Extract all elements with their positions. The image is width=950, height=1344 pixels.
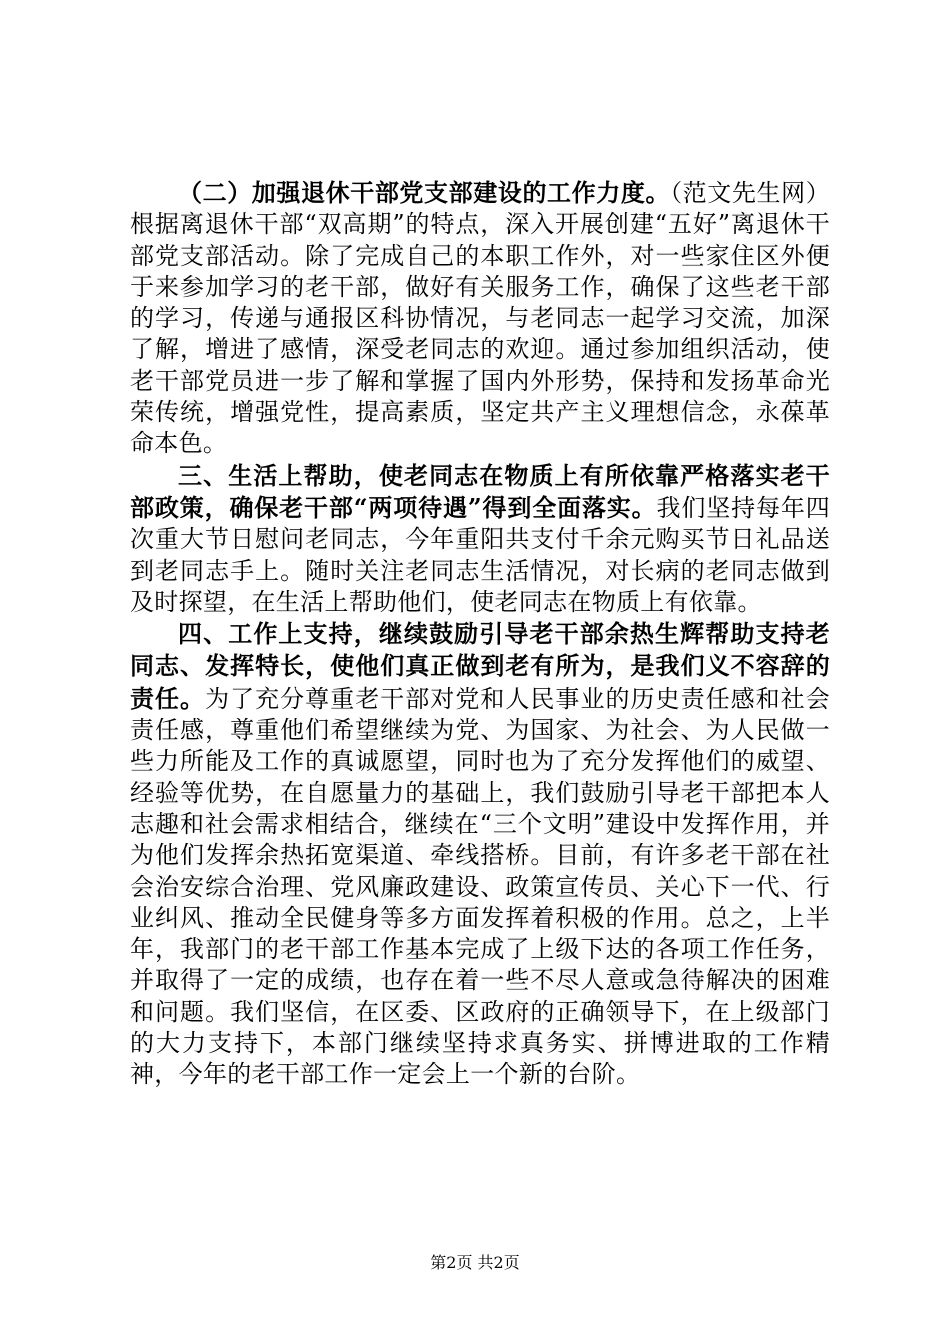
paragraph-text: 为了充分尊重老干部对党和人民事业的历史责任感和社会责任感，尊重他们希望继续为党、为国家、为社会、为人民做一些力所能及工作的真诚愿望，同时也为了充分发挥他们的威望、经验等优势，在自愿量力的基础上，我们鼓励引导老干部把本人志趣和社会需求相结合，继续在“三个文明”建设中发挥作用，并为他们发挥余热拓宽渠道、牵线搭桥。目前，有许多老干部在社会治安综合治理、党风廉政建设、政策宣传员、关心下一代、行业纠风、推动全民健身等多方面发挥着积极的作用。总之，上半年，我部门的老干部工作基本完成了上级下达的各项工作任务，并取得了一定的成绩，也存在着一些不尽人意或急待解决的困难和问题。我们坚信，在区委、区政府的正确领导下，在上级部门的大力支持下，本部门继续坚持求真务实、拼博进取的工作精神，今年的老干部工作一定会上一个新的台阶。 — [130, 684, 830, 1089]
paragraph-heading: （二）加强退休干部党支部建设的工作力度。 — [178, 178, 671, 207]
paragraph-heading: 三、生活上帮助，使老同志在物质上有所依靠严格落实老干部政策，确保老干部“两项待遇”得到全面落实。 — [130, 460, 830, 522]
page-number: 第2页 共2页 — [430, 1253, 520, 1272]
paragraph-text: 我们坚持每年四次重大节日慰问老同志，今年重阳共支付千余元购买节日礼品送到老同志手上。随时关注老同志生活情况，对长病的老同志做到及时探望，在生活上帮助他们，使老同志在物质上有依靠。 — [130, 493, 830, 616]
paragraph-work-support — [130, 618, 830, 1090]
paragraph-party-branch — [130, 177, 830, 460]
document-body — [130, 177, 830, 1091]
paragraph-text: （范文先生网）根据离退休干部“双高期”的特点，深入开展创建“五好”离退休干部党支部活动。除了完成自己的本职工作外，对一些家住区外便于来参加学习的老干部，做好有关服务工作，确保了这些老干部的学习，传递与通报区科协情况，与老同志一起学习交流，加深了解，增进了感情，深受老同志的欢迎。通过参加组织活动，使老干部党员进一步了解和掌握了国内外形势，保持和发扬革命光荣传统，增强党性，提高素质，坚定共产主义理想信念，永葆革命本色。 — [130, 179, 830, 458]
paragraph-heading: 四、工作上支持，继续鼓励引导老干部余热生辉帮助支持老同志、发挥特长，使他们真正做到老有所为，是我们义不容辞的责任。 — [130, 619, 830, 713]
page-footer — [0, 1253, 950, 1273]
paragraph-life-support — [130, 460, 830, 618]
